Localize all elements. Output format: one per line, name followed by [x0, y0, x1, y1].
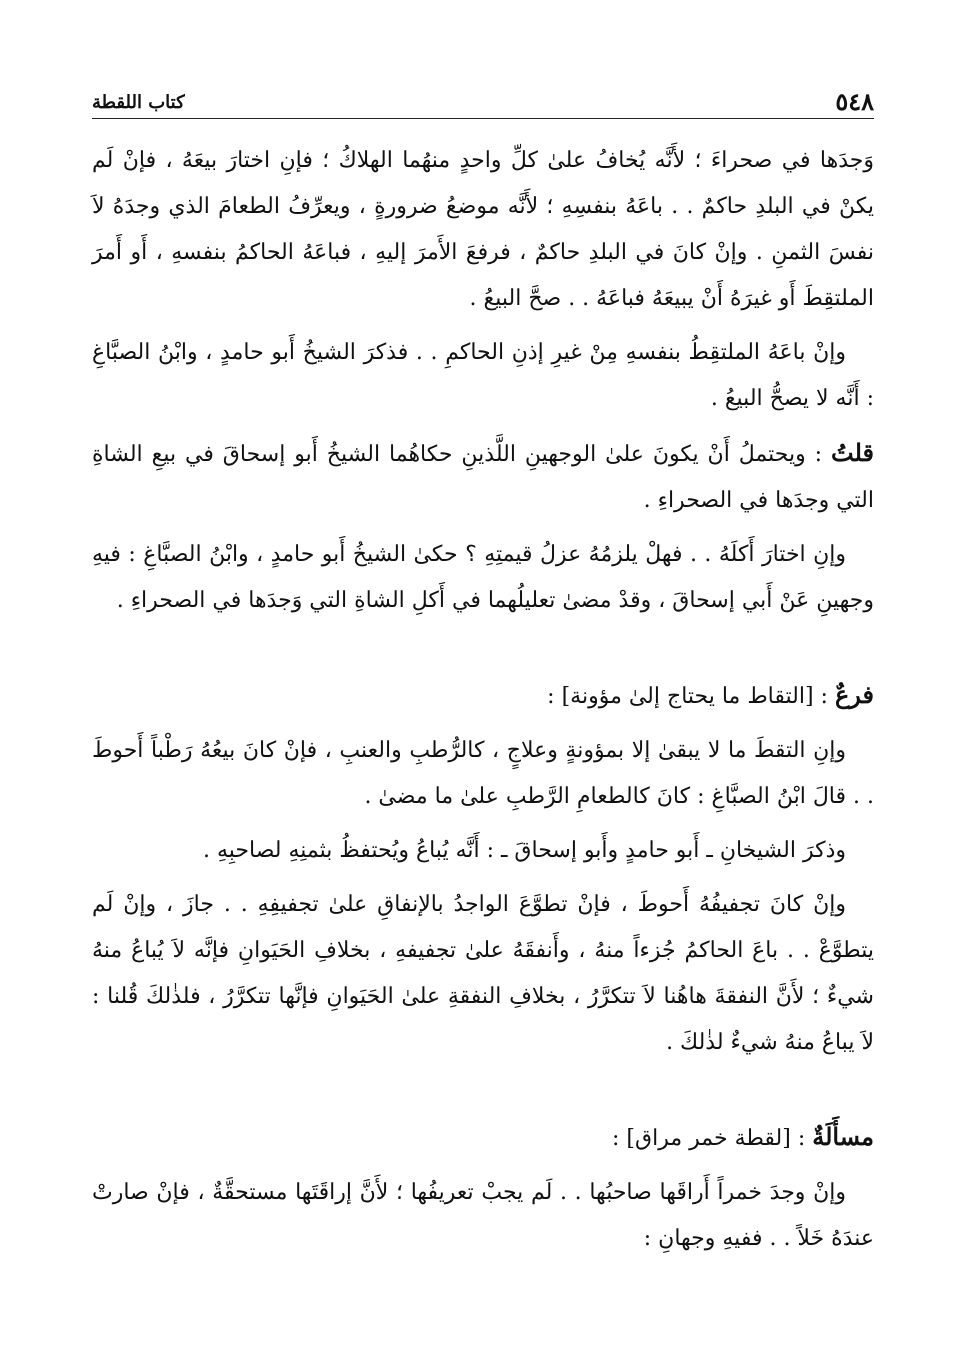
- note-text: : ويحتملُ أَنْ يكونَ علىٰ الوجهينِ اللَّذينِ حكاهُما الشيخُ أَبو إسحاقَ في بيعِ الشاةِ التي وجدَها في الصحراءِ .: [92, 442, 874, 513]
- paragraph: وإنِ اختارَ أَكلَهُ . . فهلْ يلزمُهُ عزلُ قيمتِهِ ؟ حكىٰ الشيخُ أَبو حامدٍ ، وابْنُ الصبَّاغِ : فيهِ وجهينِ عَنْ أَبي إسحاقَ ، وقدْ مضىٰ تعليلُهما في أَكلِ الشاةِ التي وَجدَها في الصحراءِ .: [92, 542, 874, 613]
- section-heading: [92, 672, 874, 720]
- section-title: : [لقطة خمر مراق] :: [612, 1126, 813, 1151]
- paragraph: وإنِ التقطَ ما لا يبقىٰ إلا بمؤونةٍ وعلاجٍ ، كالرُّطبِ والعنبِ ، فإنْ كانَ بيعُهُ رَطْباً أَحوطَ . . قالَ ابْنُ الصبَّاغِ : كانَ كالطعامِ الرَّطبِ علىٰ ما مضىٰ .: [92, 738, 874, 809]
- section-heading: [92, 1114, 874, 1162]
- section-label: مسأَلَةٌ: [812, 1122, 874, 1151]
- paragraph: وذكرَ الشيخانِ ـ أَبو حامدٍ وأَبو إسحاقَ ـ : أَنَّه يُباعُ ويُحتفظُ بثمنِهِ لصاحبِهِ .: [202, 838, 846, 863]
- paragraph: وإنْ وجدَ خمراً أَراقَها صاحبُها . . لَم يجبْ تعريفُها ؛ لأَنَّ إراقَتَها مستحقَّةٌ ، فإنْ صارتْ عندَهُ خَلاً . . ففيهِ وجهانِ :: [92, 1180, 874, 1251]
- paragraph: وإنْ كانَ تجفيفُهُ أَحوطَ ، فإنْ تطوَّعَ الواجدُ بالإنفاقِ علىٰ تجفيفِهِ . . جازَ ، وإنْ لَم يتطوَّعْ . . باعَ الحاكمُ جُزءاً منهُ ، وأَنفقَهُ علىٰ تجفيفهِ ، بخلافِ الحَيَوانِ فإنَّه لاَ يُباعُ منهُ شيءٌ ؛ لأَنَّ النفقةَ هاهُنا لاَ تتكرَّرُ ، بخلافِ النفقةِ علىٰ الحَيَوانِ فإنَّها تتكرَّرُ ، فلذٰلكَ قُلنا : لاَ يباعُ منهُ شيءٌ لذٰلكَ .: [92, 892, 874, 1055]
- section-title: : [التقاط ما يحتاج إلىٰ مؤونة] :: [547, 684, 835, 709]
- paragraph: وإنْ باعَهُ الملتقِطُ بنفسهِ مِنْ غيرِ إذنِ الحاكمِ . . فذكرَ الشيخُ أَبو حامدٍ ، وابْنُ الصبَّاغِ : أَنَّه لا يصحُّ البيعُ .: [92, 340, 874, 411]
- running-title: كتاب اللقطة: [92, 92, 185, 113]
- paragraph: وَجدَها في صحراءَ ؛ لأَنَّه يُخافُ علىٰ كلِّ واحدٍ منهُما الهلاكُ ؛ فإنِ اختارَ بيعَهُ ، فإنْ لَم يكنْ في البلدِ حاكمٌ . . باعَهُ بنفسِهِ ؛ لأَنَّه موضعُ ضرورةٍ ، ويعرِّفُ الطعامَ الذي وجدَهُ لاَ نفسَ الثمنِ . وإنْ كانَ في البلدِ حاكمٌ ، فرفعَ الأَمرَ إليهِ ، فباعَهُ الحاكمُ بنفسهِ ، أَو أَمرَ الملتقِطَ أَو غيرَهُ أَنْ يبيعَهُ فباعَهُ . . صحَّ البيعُ .: [92, 148, 874, 311]
- paragraph: [92, 430, 874, 524]
- page-header: [92, 88, 874, 119]
- page-content: [92, 138, 874, 1270]
- note-label: قلتُ: [831, 438, 874, 467]
- page-number: ٥٤٨: [835, 87, 874, 116]
- section-label: فرعٌ: [834, 680, 874, 709]
